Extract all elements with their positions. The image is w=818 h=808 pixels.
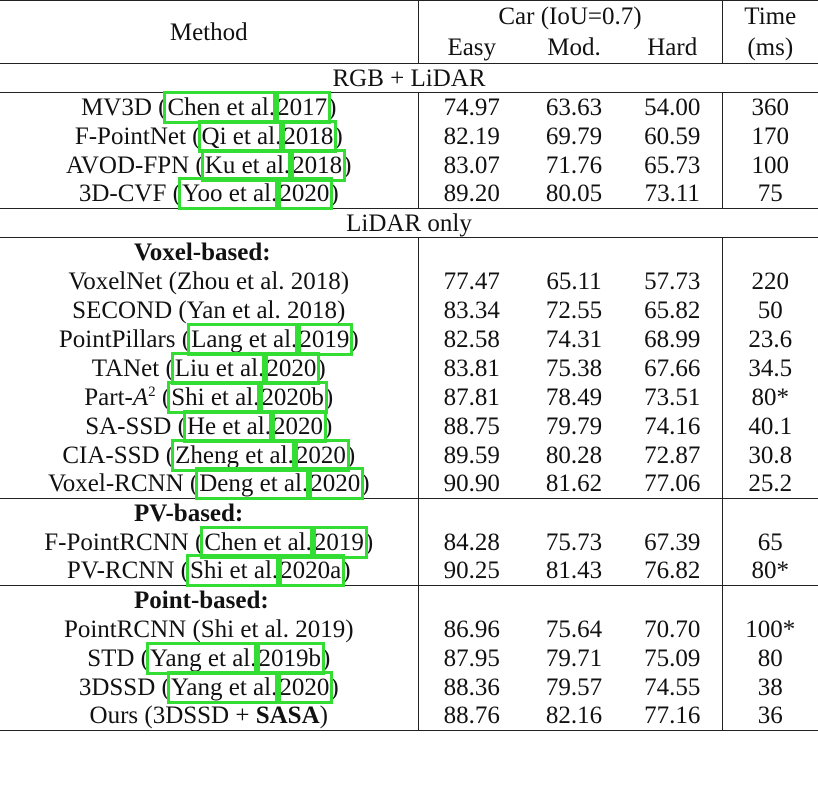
easy-cell: 74.97 [418, 93, 525, 122]
mod-cell: 75.73 [545, 528, 603, 556]
easy-cell: 88.75 [418, 412, 525, 441]
header-method: Method [0, 1, 418, 64]
table-row [0, 151, 818, 180]
hard-cell: 70.70 [644, 615, 701, 643]
group-point-based [0, 586, 818, 615]
hard-cell: 73.11 [644, 180, 700, 208]
hard-cell: 54.00 [623, 93, 722, 122]
time-cell: 80* [722, 383, 818, 412]
table-row [0, 296, 818, 325]
hard-cell: 67.66 [644, 354, 701, 382]
table-row [0, 412, 818, 441]
header-mod: Mod. [547, 33, 601, 61]
citation-year-link[interactable]: 2019 [299, 325, 350, 353]
table-row [0, 528, 818, 557]
hard-cell: 67.39 [644, 528, 701, 556]
method-cell: PointPillars (Lang et al.2019) [58, 325, 359, 353]
time-cell: 360 [722, 93, 818, 122]
mod-cell: 69.79 [545, 122, 603, 150]
citation-link[interactable]: Lang et al. [191, 325, 298, 353]
time-cell: 50 [722, 296, 818, 325]
table-row-ours [0, 702, 818, 731]
citation-year-link[interactable]: 2020 [295, 441, 346, 469]
method-cell: F-PointNet (Qi et al.2018) [74, 122, 343, 150]
citation-link[interactable]: Chen et al. [204, 528, 312, 556]
hard-cell: 68.99 [644, 325, 701, 353]
mod-cell: 79.79 [545, 412, 603, 440]
easy-cell: 89.20 [418, 180, 525, 209]
time-cell: 75 [722, 180, 818, 209]
method-cell: MV3D (Chen et al.2017) [0, 93, 418, 122]
hard-cell: 72.87 [644, 441, 701, 469]
hard-cell: 57.73 [644, 267, 701, 295]
group-title: Voxel-based: [0, 238, 418, 267]
easy-cell: 87.95 [418, 644, 525, 673]
table-row [0, 354, 818, 383]
method-cell: 3DSSD (Yang et al.2020) [78, 673, 339, 701]
group-title: Point-based: [0, 586, 418, 615]
citation-link[interactable]: Liu et al. [174, 354, 265, 382]
method-cell: Voxel-RCNN (Deng et al.2020) [47, 470, 370, 498]
easy-cell: 77.47 [418, 267, 525, 296]
citation-year-link[interactable]: 2020 [266, 354, 317, 382]
citation-link[interactable]: Deng et al. [199, 470, 309, 498]
citation-year-link[interactable]: 2019b [258, 644, 321, 672]
method-cell: SA-SSD (He et al.2020) [85, 412, 333, 440]
hard-cell: 65.82 [644, 296, 701, 324]
table-row [0, 644, 818, 673]
citation-link[interactable]: Chen et al. [167, 93, 276, 121]
method-cell: SECOND (Yan et al. 2018) [72, 296, 346, 324]
hard-cell-best: 77.16 [623, 702, 722, 731]
citation-year-link[interactable]: 2019 [313, 528, 364, 556]
citation-year-link[interactable]: 2018 [283, 122, 334, 150]
hard-cell: 60.59 [644, 122, 701, 150]
time-cell: 80* [722, 557, 818, 586]
easy-cell: 88.76 [418, 702, 525, 731]
section-lidar-only [0, 209, 818, 238]
easy-cell: 83.81 [418, 354, 525, 383]
header-row-1 [0, 1, 818, 32]
citation-link[interactable]: He et al. [186, 412, 271, 440]
citation-link[interactable]: Ku et al. [204, 151, 291, 179]
table-row [0, 383, 818, 412]
mod-cell: 65.11 [546, 267, 602, 295]
header-car: Car (IoU=0.7) [418, 1, 722, 32]
citation-year-link[interactable]: 2020 [272, 412, 323, 440]
method-cell: CIA-SSD (Zheng et al.2020) [62, 441, 356, 469]
time-cell: 65 [722, 528, 818, 557]
citation-link[interactable]: Zheng et al. [175, 441, 294, 469]
mod-cell: 80.28 [545, 441, 603, 469]
mod-cell-best: 82.16 [525, 702, 623, 731]
method-cell: F-PointRCNN (Chen et al.2019) [44, 528, 374, 556]
hard-cell: 77.06 [644, 470, 701, 498]
citation-year-link[interactable]: 2020b [261, 383, 324, 411]
section-title: RGB + LiDAR [0, 64, 818, 93]
hard-cell: 65.73 [644, 151, 701, 179]
citation-link[interactable]: Shi et al. [171, 383, 260, 411]
mod-cell: 78.49 [545, 383, 603, 411]
citation-link[interactable]: Shi et al. [189, 557, 279, 585]
time-cell: 38 [722, 673, 818, 702]
time-cell: 220 [722, 267, 818, 296]
time-cell: 34.5 [722, 354, 818, 383]
table-row [0, 557, 818, 586]
method-cell: STD (Yang et al.2019b) [87, 644, 331, 672]
mod-cell: 80.05 [545, 180, 603, 208]
table-row [0, 673, 818, 702]
mod-cell: 81.43 [545, 557, 603, 585]
easy-cell: 90.25 [418, 557, 525, 586]
hard-cell: 75.09 [644, 644, 701, 672]
group-title: PV-based: [0, 499, 418, 528]
easy-cell: 82.19 [418, 122, 525, 151]
time-cell: 80 [722, 644, 818, 673]
time-cell: 25.2 [722, 470, 818, 499]
time-cell: 30.8 [722, 441, 818, 470]
mod-cell: 71.76 [545, 151, 603, 179]
hard-cell: 74.16 [644, 412, 701, 440]
table-row [0, 470, 818, 499]
table-row [0, 122, 818, 151]
mod-cell: 81.62 [545, 470, 603, 498]
mod-cell: 63.63 [525, 93, 623, 122]
table-row [0, 93, 818, 122]
section-title: LiDAR only [0, 209, 818, 238]
table-row [0, 180, 818, 209]
easy-cell: 89.59 [418, 441, 525, 470]
easy-cell: 88.36 [418, 673, 525, 702]
easy-cell-best: 90.90 [418, 470, 525, 499]
easy-cell: 84.28 [418, 528, 525, 557]
citation-link[interactable]: Qi et al. [201, 122, 282, 150]
header-easy: Easy [418, 32, 525, 64]
method-cell: Ours (3DSSD + SASA) [0, 702, 418, 731]
method-cell: Part-$A^2$ (Shi et al.2020b) [84, 383, 334, 411]
group-pv-based [0, 499, 818, 528]
citation-year-link[interactable]: 2018 [292, 151, 343, 179]
time-cell: 170 [722, 122, 818, 151]
time-cell: 40.1 [722, 412, 818, 441]
mod-cell: 79.71 [545, 644, 603, 672]
mod-cell: 74.31 [545, 325, 603, 353]
citation-year-link[interactable]: 2020 [310, 470, 361, 498]
easy-cell: 86.96 [418, 615, 525, 644]
method-cell: VoxelNet (Zhou et al. 2018) [68, 267, 350, 295]
easy-cell: 82.58 [418, 325, 525, 354]
citation-link[interactable]: Yang et al. [150, 644, 257, 672]
easy-cell: 87.81 [418, 383, 525, 412]
mod-cell: 75.64 [545, 615, 603, 643]
mod-cell: 72.55 [545, 296, 603, 324]
citation-year-link[interactable]: 2017 [277, 93, 328, 121]
easy-cell: 83.34 [418, 296, 525, 325]
citation-year-link[interactable]: 2020a [280, 557, 342, 585]
section-rgb-lidar [0, 64, 818, 93]
header-hard: Hard [647, 33, 698, 61]
method-cell: PointRCNN (Shi et al. 2019) [63, 615, 354, 643]
citation-year-link[interactable]: 2020 [279, 673, 330, 701]
time-cell: 100 [722, 151, 818, 180]
citation-link[interactable]: Yang et al. [170, 673, 278, 701]
time-cell-best: 23.6 [722, 325, 818, 354]
hard-cell: 74.55 [644, 673, 701, 701]
citation-year-link[interactable]: 2020 [279, 180, 330, 208]
method-cell: PV-RCNN (Shi et al.2020a) [66, 557, 351, 585]
hard-cell: 76.82 [644, 557, 701, 585]
easy-cell: 83.07 [418, 151, 525, 180]
method-cell: AVOD-FPN (Ku et al.2018) [66, 151, 352, 179]
time-cell: 36 [722, 702, 818, 731]
header-time: Time [722, 1, 818, 32]
citation-link[interactable]: Yoo et al. [181, 180, 278, 208]
method-cell: 3D-CVF (Yoo et al.2020) [78, 180, 339, 208]
table-row [0, 325, 818, 354]
method-cell: TANet (Liu et al.2020) [91, 354, 326, 382]
header-time-unit: (ms) [722, 32, 818, 64]
mod-cell: 79.57 [545, 673, 603, 701]
hard-cell: 73.51 [644, 383, 701, 411]
table-row [0, 615, 818, 644]
table-row [0, 267, 818, 296]
group-voxel-based [0, 238, 818, 267]
mod-cell: 75.38 [545, 354, 603, 382]
table-row [0, 441, 818, 470]
time-cell: 100* [722, 615, 818, 644]
